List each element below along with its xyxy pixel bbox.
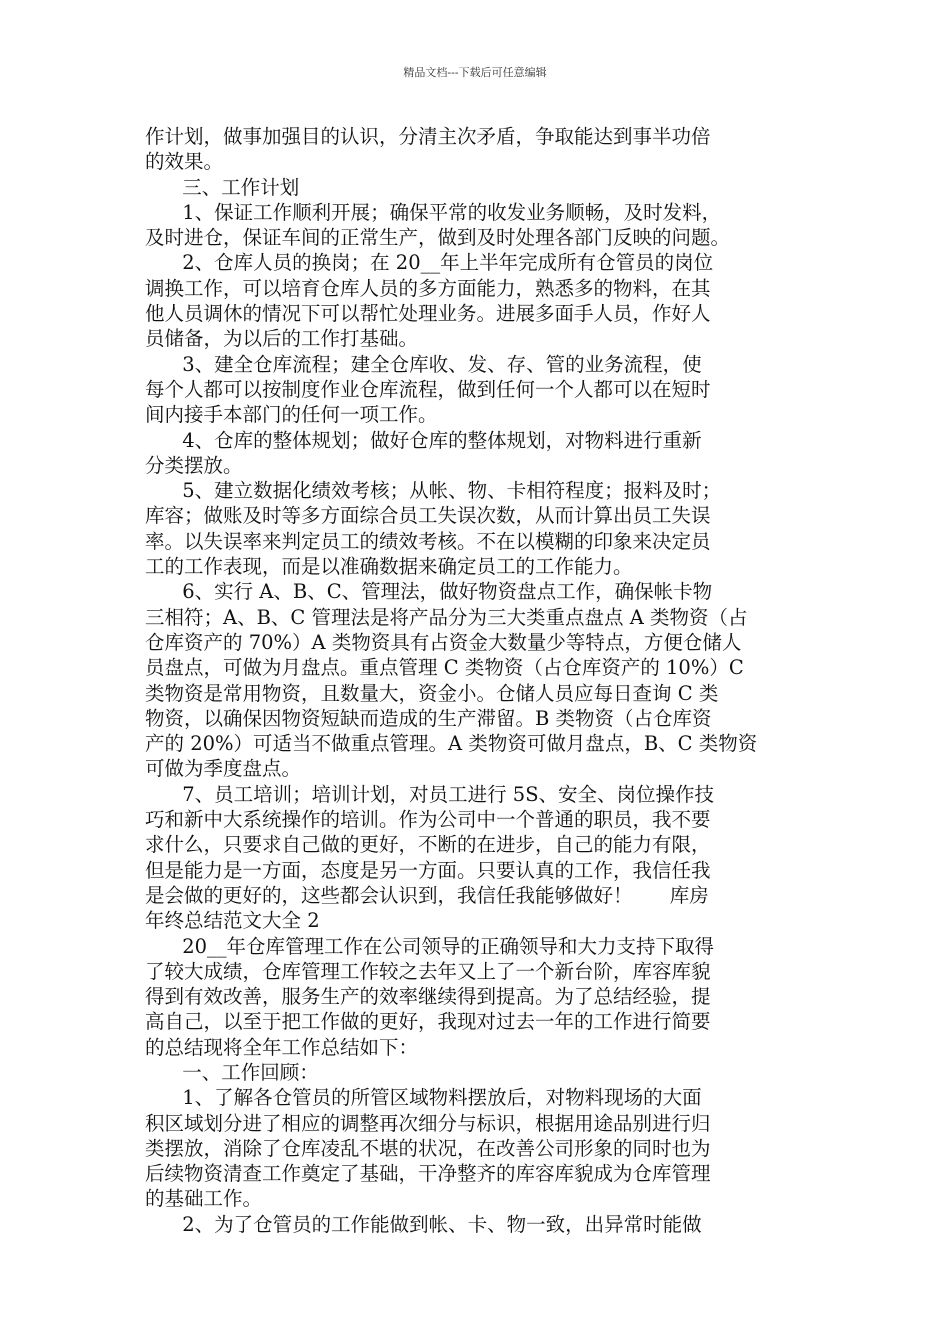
text-line: 是会做的更好的，这些都会认识到，我信任我能够做好！ 库房 — [145, 883, 709, 907]
text-line: 类物资是常用物资，且数量大，资金小。仓储人员应每日查询 C 类 — [145, 681, 719, 705]
text-line: 7、员工培训；培训计划，对员工进行 5S、安全、岗位操作技 — [145, 782, 715, 806]
text-line: 巧和新中大系统操作的培训。作为公司中一个普通的职员，我不要 — [145, 808, 711, 832]
document-body — [145, 124, 825, 1237]
text-line: 物资，以确保因物资短缺而造成的生产滞留。B 类物资（占仓库资 — [145, 706, 712, 730]
text-line: 工的工作表现，而是以准确数据来确定员工的工作能力。 — [145, 555, 633, 579]
text-line: 产的 20%）可适当不做重点管理。A 类物资可做月盘点，B、C 类物资 — [145, 732, 758, 756]
text-line: 可做为季度盘点。 — [145, 757, 302, 781]
text-line: 他人员调休的情况下可以帮忙处理业务。进展多面手人员，作好人 — [145, 302, 711, 326]
text-line: 的效果。 — [145, 150, 224, 174]
text-line: 得到有效改善，服务生产的效率继续得到提高。为了总结经验，提 — [145, 985, 711, 1009]
text-line: 2、仓库人员的换岗；在 20__年上半年完成所有仓管员的岗位 — [145, 251, 714, 275]
text-line: 作计划，做事加强目的认识，分清主次矛盾，争取能达到事半功倍 — [145, 125, 711, 148]
text-line: 积区域划分进了相应的调整再次细分与标识，根据用途品别进行归 — [145, 1111, 711, 1135]
text-line: 高自己，以至于把工作做的更好，我现对过去一年的工作进行简要 — [145, 1010, 711, 1034]
text-line: 6、实行 A、B、C、管理法，做好物资盘点工作，确保帐卡物 — [145, 580, 713, 604]
text-line: 率。以失误率来判定员工的绩效考核。不在以模糊的印象来决定员 — [145, 529, 711, 553]
text-line: 2、为了仓管员的工作能做到帐、卡、物一致，出异常时能做 — [145, 1212, 702, 1236]
text-line: 仓库资产的 70%）A 类物资具有占资金大数量少等特点，方便仓储人 — [145, 630, 742, 654]
text-line: 了较大成绩，仓库管理工作较之去年又上了一个新台阶，库容库貌 — [145, 959, 711, 983]
text-line: 1、保证工作顺利开展；确保平常的收发业务顺畅，及时发料， — [145, 200, 722, 224]
text-line: 年终总结范文大全 2 — [145, 909, 320, 933]
text-line: 三、工作计划 — [145, 175, 300, 199]
text-line: 后续物资清查工作奠定了基础，干净整齐的库容库貌成为仓库管理 — [145, 1162, 711, 1186]
text-line: 间内接手本部门的任何一项工作。 — [145, 403, 438, 427]
text-line: 一、工作回顾： — [145, 1060, 319, 1084]
text-line: 员盘点，可做为月盘点。重点管理 C 类物资（占仓库资产的 10%）C — [145, 656, 744, 680]
text-line: 员储备，为以后的工作打基础。 — [145, 327, 419, 351]
text-line: 求什么，只要求自己做的更好，不断的在进步，自己的能力有限， — [145, 833, 711, 857]
text-line: 三相符；A、B、C 管理法是将产品分为三大类重点盘点 A 类物资（占 — [145, 605, 748, 629]
text-line: 5、建立数据化绩效考核；从帐、物、卡相符程度；报料及时； — [145, 479, 722, 503]
text-line: 的总结现将全年工作总结如下： — [145, 1035, 419, 1059]
page-header: 精品文档---下载后可任意编辑 — [403, 66, 547, 79]
text-line: 调换工作，可以培育仓库人员的多方面能力，熟悉多的物料，在其 — [145, 276, 711, 300]
text-line: 及时进仓，保证车间的正常生产，做到及时处理各部门反映的问题。 — [145, 226, 731, 250]
text-line: 库容；做账及时等多方面综合员工失误次数，从而计算出员工失误 — [145, 504, 711, 528]
text-line: 3、建全仓库流程；建全仓库收、发、存、管的业务流程，使 — [145, 352, 702, 376]
text-line: 的基础工作。 — [145, 1187, 263, 1211]
text-line: 1、了解各仓管员的所管区域物料摆放后，对物料现场的大面 — [145, 1086, 702, 1110]
text-line: 但是能力是一方面，态度是另一方面。只要认真的工作，我信任我 — [145, 858, 711, 882]
text-line: 类摆放，消除了仓库凌乱不堪的状况，在改善公司形象的同时也为 — [145, 1136, 711, 1160]
text-line: 4、仓库的整体规划；做好仓库的整体规划，对物料进行重新 — [145, 428, 702, 452]
text-line: 20__年仓库管理工作在公司领导的正确领导和大力支持下取得 — [145, 934, 715, 958]
text-line: 每个人都可以按制度作业仓库流程，做到任何一个人都可以在短时 — [145, 377, 711, 401]
text-line: 分类摆放。 — [145, 453, 243, 477]
